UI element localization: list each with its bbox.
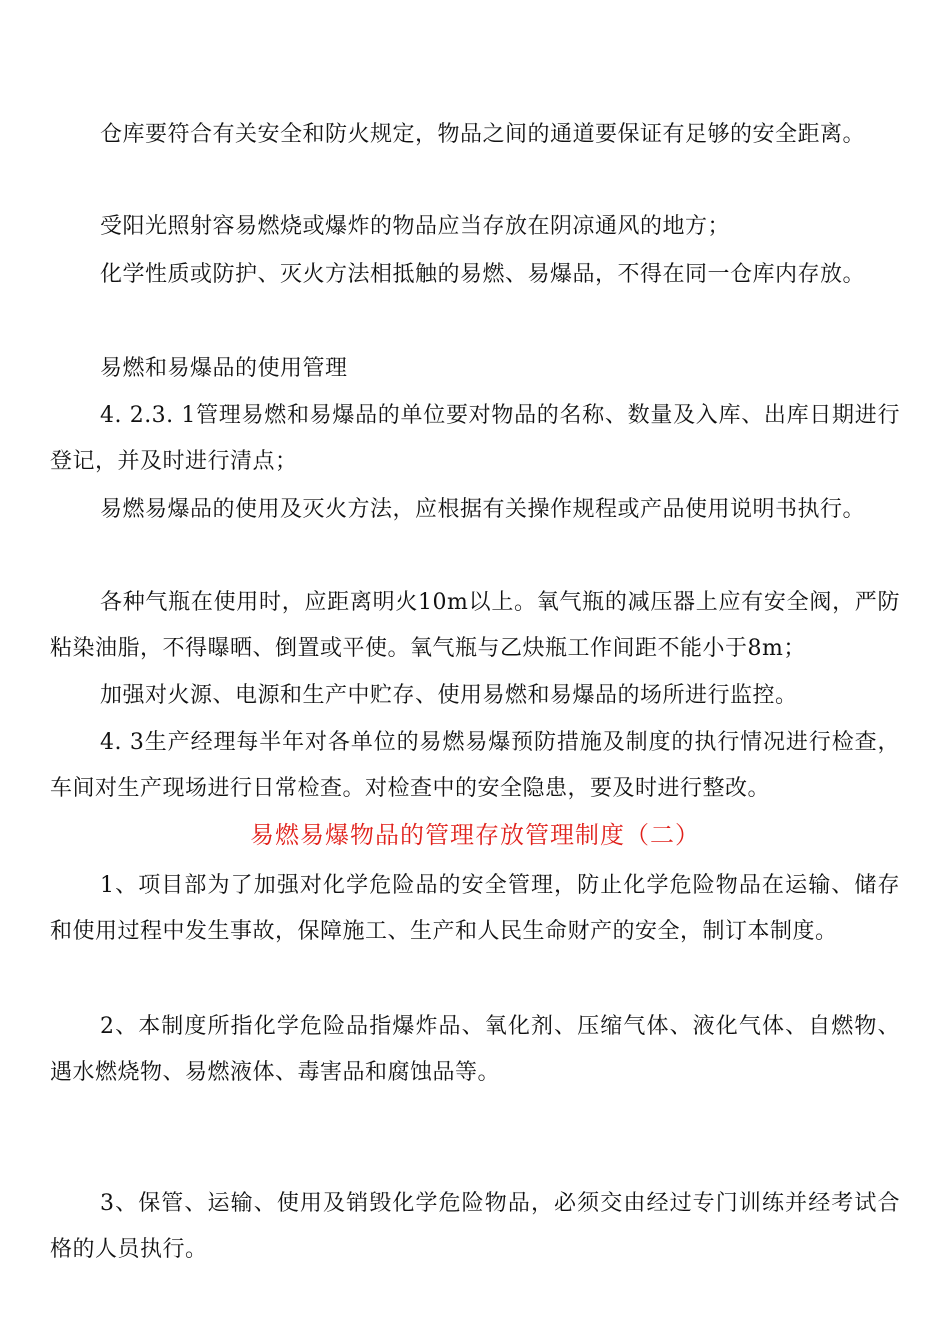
paragraph-sunlight-storage: 受阳光照射容易燃烧或爆炸的物品应当存放在阴凉通风的地方；: [100, 214, 731, 239]
section-title: 易燃易爆物品的管理存放管理制度（二）: [250, 821, 700, 849]
paragraph-inspection: 4. 3生产经理每半年对各单位的易燃易爆预防措施及制度的执行情况进行检查，车间对生产现场进行日常检查。对检查中的安全隐患，要及时进行整改。: [50, 730, 900, 801]
paragraph-item-3: 3、保管、运输、使用及销毁化学危险物品，必须交由经过专门训练并经考试合格的人员执行。: [50, 1191, 900, 1262]
paragraph-registration: 4. 2.3. 1管理易燃和易爆品的单位要对物品的名称、数量及入库、出库日期进行登记，并及时进行清点；: [50, 403, 900, 474]
paragraph-gas-cylinders: 各种气瓶在使用时，应距离明火10m以上。氧气瓶的减压器上应有安全阀，严防粘染油脂，不得曝晒、倒置或平使。氧气瓶与乙炔瓶工作间距不能小于8m；: [50, 590, 900, 661]
paragraph-monitoring: 加强对火源、电源和生产中贮存、使用易燃和易爆品的场所进行监控。: [100, 683, 798, 708]
paragraph-item-1: 1、项目部为了加强对化学危险品的安全管理，防止化学危险物品在运输、储存和使用过程中发生事故，保障施工、生产和人民生命财产的安全，制订本制度。: [50, 873, 900, 944]
paragraph-item-2: 2、本制度所指化学危险品指爆炸品、氧化剂、压缩气体、液化气体、自燃物、遇水燃烧物、易燃液体、毒害品和腐蚀品等。: [50, 1014, 900, 1085]
paragraph-usage-methods: 易燃易爆品的使用及灭火方法，应根据有关操作规程或产品使用说明书执行。: [100, 497, 866, 522]
paragraph-warehouse-safety: 仓库要符合有关安全和防火规定，物品之间的通道要保证有足够的安全距离。: [100, 122, 866, 147]
paragraph-incompatible-storage: 化学性质或防护、灭火方法相抵触的易燃、易爆品，不得在同一仓库内存放。: [100, 262, 866, 287]
paragraph-usage-management-heading: 易燃和易爆品的使用管理: [100, 356, 348, 381]
